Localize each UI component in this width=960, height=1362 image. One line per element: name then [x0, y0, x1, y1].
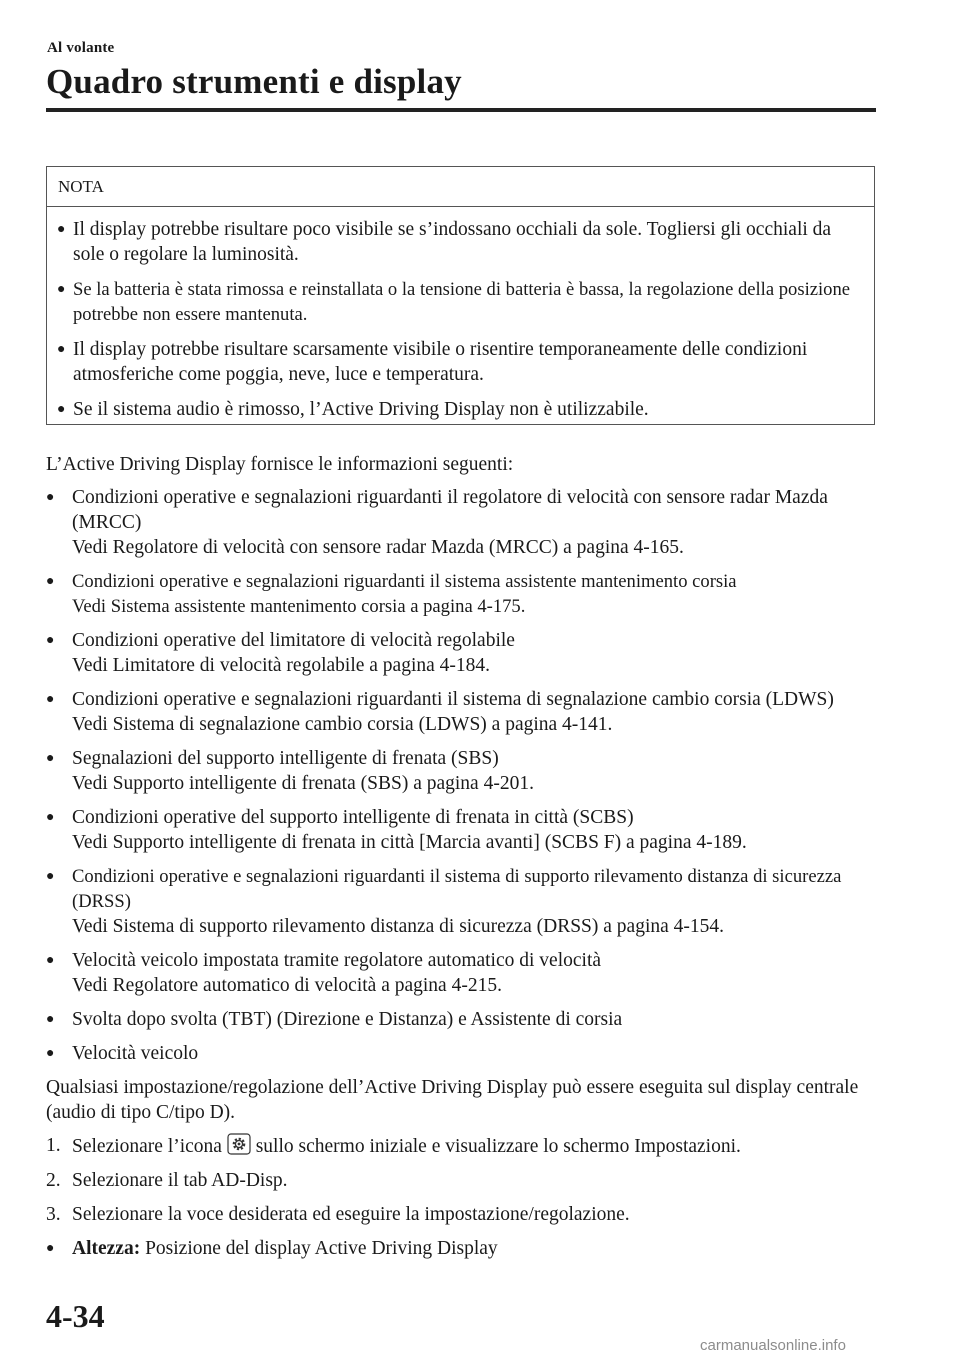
bullet-icon: ● [57, 222, 66, 237]
title-rule [46, 108, 876, 112]
settings-gear-icon [227, 1133, 251, 1155]
option-list [46, 1236, 881, 1261]
page-reference: Vedi Regolatore automatico di velocità a pagina 4-215. [72, 975, 502, 996]
note-item: ● Se il sistema audio è rimosso, l’Active Driving Display non è utilizzabile. [57, 399, 649, 420]
steps-list [46, 1133, 881, 1227]
info-item: ● Condizioni operative e segnalazioni riguardanti il regolatore di velocità con sensore radar Mazda (MRCC) Vedi Regolatore di velocità con sensore radar Mazda (MRCC) a pagina 4-165. [46, 485, 881, 560]
bullet-icon: ● [46, 692, 55, 707]
note-item: ● Il display potrebbe risultare scarsamente visibile o risentire temporaneamente delle condizioni atmosferiche come poggia, neve, luce e temperatura. [57, 339, 808, 385]
bullet-icon: ● [46, 633, 55, 648]
bullet-icon: ● [46, 1241, 55, 1256]
step-item: 1. Selezionare l’icona sullo schermo iniziale e visualizzare lo schermo Impostazioni. [46, 1135, 741, 1157]
step-number: 1. [46, 1135, 61, 1156]
body-text [46, 452, 881, 1270]
note-heading: NOTA [47, 167, 874, 207]
bullet-icon: ● [46, 751, 55, 766]
info-list [46, 485, 881, 1066]
bullet-icon: ● [46, 490, 55, 505]
bullet-icon: ● [57, 282, 66, 297]
step-item: 3. Selezionare la voce desiderata ed eseguire la impostazione/regolazione. [46, 1204, 630, 1225]
info-item: ● Svolta dopo svolta (TBT) (Direzione e Distanza) e Assistente di corsia [46, 1009, 623, 1030]
bullet-icon: ● [57, 342, 66, 357]
step-number: 3. [46, 1204, 61, 1225]
bullet-icon: ● [46, 1012, 55, 1027]
info-item: ● Condizioni operative del supporto intelligente di frenata in città (SCBS) Vedi Supporto intelligente di frenata in città [Marcia avanti] (SCBS F) a pagina 4-189. [46, 805, 881, 855]
page-reference: Vedi Sistema assistente mantenimento corsia a pagina 4-175. [72, 596, 526, 617]
bullet-icon: ● [57, 402, 66, 417]
intro-paragraph: L’Active Driving Display fornisce le informazioni seguenti: [46, 454, 514, 475]
page-reference: Vedi Sistema di supporto rilevamento distanza di sicurezza (DRSS) a pagina 4-154. [72, 916, 725, 937]
settings-paragraph: Qualsiasi impostazione/regolazione dell’Active Driving Display può essere eseguita sul display centrale (audio di tipo C/tipo D). [46, 1077, 859, 1123]
note-list [47, 207, 874, 422]
info-item: ● Condizioni operative e segnalazioni riguardanti il sistema di segnalazione cambio corsia (LDWS) Vedi Sistema di segnalazione cambio corsia (LDWS) a pagina 4-141. [46, 687, 881, 737]
page-number: 4-34 [46, 1298, 105, 1334]
option-item: ● Altezza: Posizione del display Active Driving Display [46, 1238, 498, 1259]
step-number: 2. [46, 1170, 61, 1191]
page-reference: Vedi Supporto intelligente di frenata in città [Marcia avanti] (SCBS F) a pagina 4-189. [72, 832, 747, 853]
info-item: ● Velocità veicolo [46, 1043, 199, 1064]
section-label: Al volante [47, 40, 115, 56]
note-item: ● Il display potrebbe risultare poco visibile se s’indossano occhiali da sole. Togliersi gli occhiali da sole o regolare la luminosità. [57, 219, 832, 265]
watermark: carmanualsonline.info [700, 1337, 846, 1354]
info-item: ● Condizioni operative del limitatore di velocità regolabile Vedi Limitatore di velocità regolabile a pagina 4-184. [46, 628, 881, 678]
page-reference: Vedi Limitatore di velocità regolabile a pagina 4-184. [72, 655, 491, 676]
bullet-icon: ● [46, 574, 55, 589]
info-item: ● Condizioni operative e segnalazioni riguardanti il sistema assistente mantenimento corsia Vedi Sistema assistente mantenimento corsia a pagina 4-175. [46, 569, 881, 619]
page-title: Quadro strumenti e display [46, 62, 462, 101]
info-item: ● Segnalazioni del supporto intelligente di frenata (SBS) Vedi Supporto intelligente di frenata (SBS) a pagina 4-201. [46, 746, 881, 796]
note-item: ● Se la batteria è stata rimossa e reinstallata o la tensione di batteria è bassa, la regolazione della posizione potrebbe non essere mantenuta. [57, 279, 851, 325]
info-item: ● Condizioni operative e segnalazioni riguardanti il sistema di supporto rilevamento distanza di sicurezza (DRSS) Vedi Sistema di supporto rilevamento distanza di sicurezza (DRSS) a pagina 4-154. [46, 864, 881, 939]
info-item: ● Velocità veicolo impostata tramite regolatore automatico di velocità Vedi Regolatore automatico di velocità a pagina 4-215. [46, 948, 881, 998]
bullet-icon: ● [46, 869, 55, 884]
bullet-icon: ● [46, 1046, 55, 1061]
option-label: Altezza: [72, 1238, 141, 1259]
step-item: 2. Selezionare il tab AD-Disp. [46, 1170, 288, 1191]
bullet-icon: ● [46, 810, 55, 825]
page-reference: Vedi Regolatore di velocità con sensore radar Mazda (MRCC) a pagina 4-165. [72, 537, 684, 558]
bullet-icon: ● [46, 953, 55, 968]
page-reference: Vedi Sistema di segnalazione cambio corsia (LDWS) a pagina 4-141. [72, 714, 613, 735]
page-reference: Vedi Supporto intelligente di frenata (SBS) a pagina 4-201. [72, 773, 534, 794]
note-box [46, 166, 875, 425]
